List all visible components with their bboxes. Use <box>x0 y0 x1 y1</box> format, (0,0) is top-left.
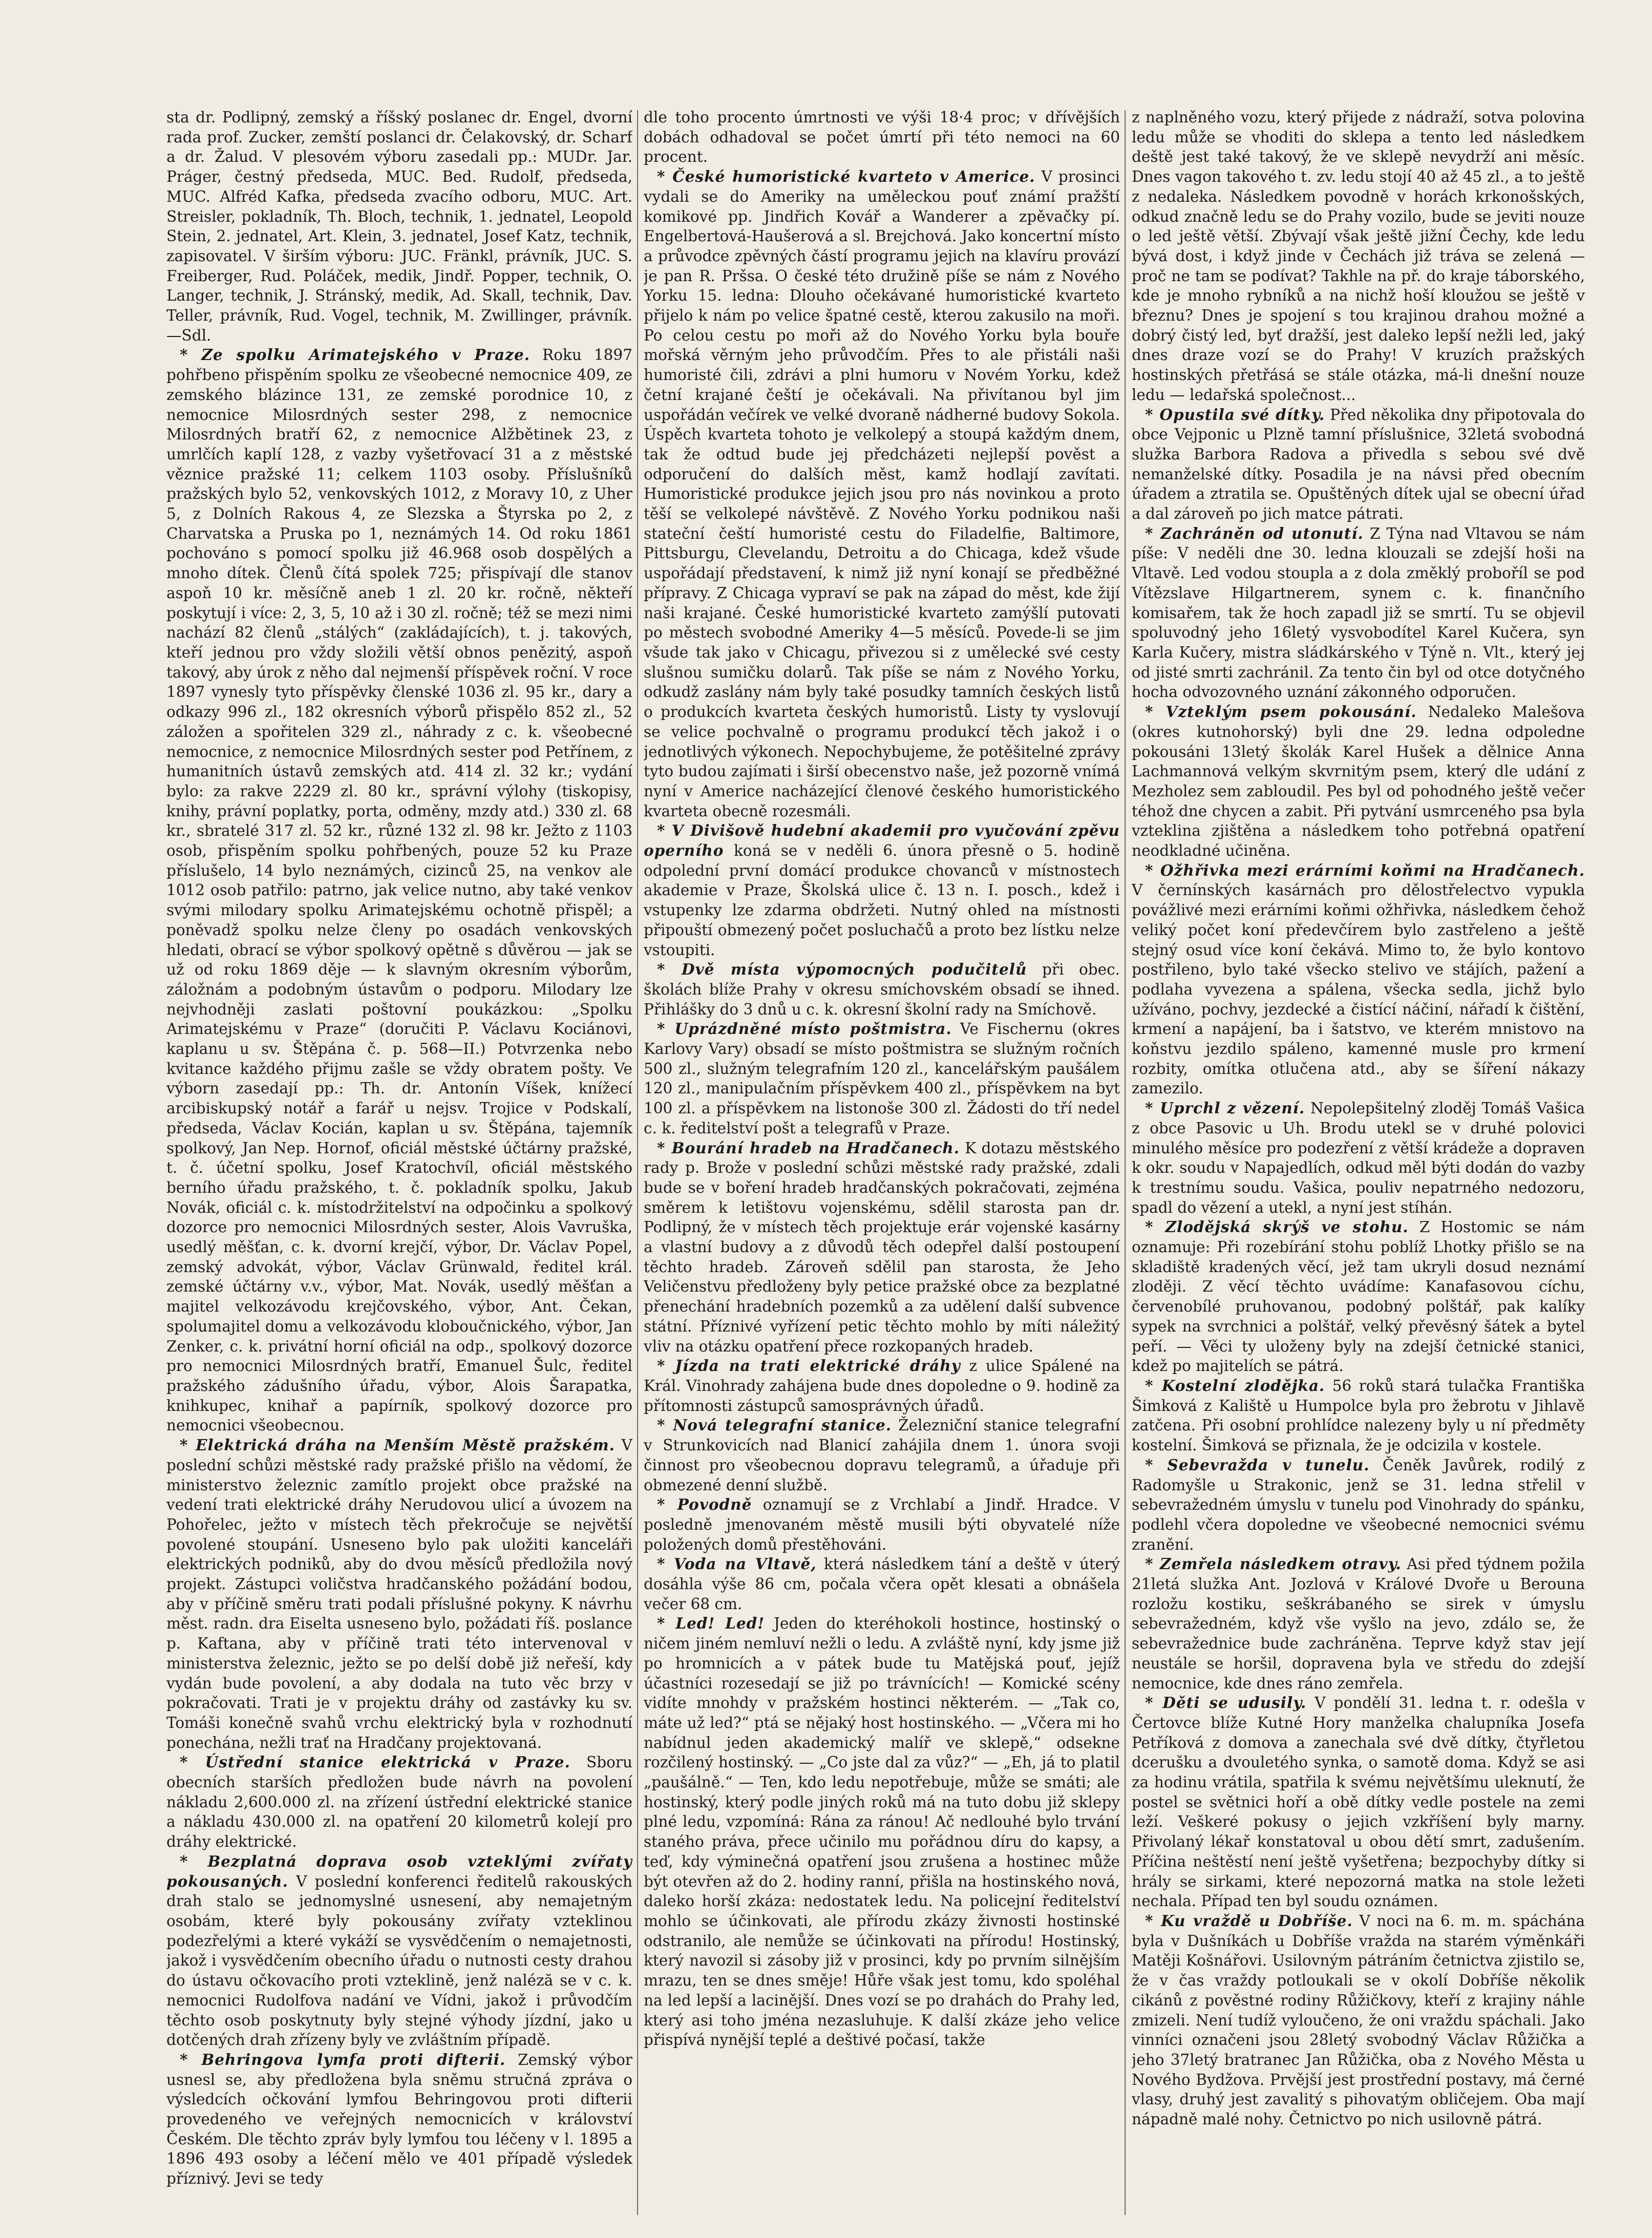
article-headline: * Zemřela následkem otravy. <box>1145 1555 1402 1573</box>
article-text: V prosinci vydali se do Ameriky na uměleckou pouť známí pražští komikové pp. Jindřich Kovář a Wanderer a zpěvačky pí. Engelbertová-Haušerová a sl. Brejchová. Jako koncertní místo a průvodce zpěvných částí programu jejich na klavíru provází je pan R. Pršsa. O české této družině píše se nám z Nového Yorku 15. ledna: Dlouho očekávané humoristické kvarteto přijelo k nám po velice špatné cestě, kterou zakusilo na moři. Po celou cestu po moři až do Nového Yorku byla bouře mořská věrným jeho průvodčím. Přes to ale přistáli naši humoristé čili, zdrávi a plni humoru v Novém Yorku, kdež četní krajané čeští je očekávali. Na přivítanou byl jim uspořádán večírek ve velké dvoraně nádherné budovy Sokola. Úspěch kvarteta tohoto je velkolepý a stoupá každým dnem, tak že odtud bude jej předcházeti nejlepší pověst a odporučení do dalších měst, kamž hodlají zavítati. Humoristické produkce jejich jsou pro nás novinkou a proto těší se velkolepé návštěvě. Z Nového Yorku podnikou naši stateční čeští humoristé cestu do Filadelfie, Baltimore, Pittsburgu, Clevelandu, Detroitu a do Chicaga, kdež všude uspořádají představení, k nimž již nyní konají se předběžné přípravy. Z Chicaga vypraví se pak na západ do měst, kde žijí naši krajané. České humoristické kvarteto zamýšlí putovati po městech svobodné Ameriky 4—5 měsíců. Povede-li se jim všude tak jako v Chicagu, přivezou si z umělecké své cesty slušnou sumičku dolarů. Tak píše se nám z Nového Yorku, odkudž zaslány nám byly také posudky tamních českých listů o produkcích kvarteta českých humoristů. Listy ty vyslovují se velice pochvalně o programu produkcí těch jakož i o jednotlivých výkonech. Nepochybujeme, že potěšitelné zprávy tyto budou zajímati i širší obecenstvo naše, jež pozorně vnímá nyní v Americe nacházející členové českého humoristického kvarteta obecně rozesmáli. <box>644 168 1120 820</box>
article-text: V pondělí 31. ledna t. r. odešla v Čertovce blíže Kutné Hory manželka chalupníka Josefa Petříková z domova a zanechala své dvě dítky, čtyřletou dcerušku a dvouletého synka, o samotě doma. Když se asi za hodinu vrátila, spatřila k svému největšímu uleknutí, že postel se světnici hoří a obě dítky vedle postele na zemi leží. Veškeré pokusy o jejich vzkříšení byly marny. Přivolaný lékař konstatoval u obou dětí smrt, zadušením. Příčina neštěstí není ještě vyšetřena; bezpochyby dítky si hrály se sirkami, které nepozorná matka na stole ležeti nechala. Případ ten byl soudu oznámen. <box>1132 1694 1585 1910</box>
article-headline: * Dvě místa výpomocných podučitelů <box>657 960 1027 979</box>
article-headline: * Voda na Vltavě, <box>657 1555 817 1573</box>
article-paragraph <box>166 1852 632 2050</box>
article-paragraph <box>644 1614 1120 2050</box>
article-headline: * Ku vraždě u Dobříše. <box>1145 1911 1353 1930</box>
article-paragraph <box>1132 108 1585 405</box>
article-headline: * Zlodějská skrýš ve stohu. <box>1145 1218 1409 1236</box>
article-headline: * Zachráněn od utonutí. <box>1145 524 1364 542</box>
article-headline: * Bezplatná doprava osob vzteklými zvířaty pokousaných. <box>166 1852 632 1890</box>
article-text: V poslední konferenci ředitelů rakouských drah stalo se jednomyslné usnesení, aby nemajetným osobám, které byly pokousány zvířaty vzteklinou podezřelými a které vykáží se vysvědčením o nemajetnosti, jakož i vysvědčením obecního úřadu o nutnosti cesty drahou do ústavu očkovacího proti vzteklině, jenž naléză se v c. k. nemocnici Rudolfova nadání ve Vídni, jakož i průvodčím těchto osob poskytnuty byly stejné výhody jízdní, jako u dotčených drah zřízeny byly ve zvláštním případě. <box>166 1872 632 2049</box>
article-paragraph <box>1132 702 1585 861</box>
article-paragraph <box>644 1416 1120 1495</box>
article-paragraph <box>1132 405 1585 524</box>
article-text: Před několika dny připotovala do obce Vejponic u Plzně tamní příslušnice, 32letá svobodná služka Barbora Radova a přivedla s sebou své dvě nemanželské dítky. Posadila je na návsi před obecním úřadem a ztratila se. Opuštěných dítek ujal se obecní úřad a dal zároveň po jich matce pátrati. <box>1132 406 1585 523</box>
article-headline: * Behringova lymfa proti difterii. <box>180 2050 506 2068</box>
article-headline: * Bourání hradeb na Hradčanech. <box>657 1138 960 1157</box>
article-headline: * Ožhřivka mezi erárními koňmi na Hradčanech. <box>1145 861 1585 879</box>
article-headline: * Uprchl z vězení. <box>1145 1099 1305 1117</box>
article-text: koná se v neděli 6. února přesně o 5. hodině odpolední první domácí produkce chovanců v místnostech akademie v Praze, Školská ulice č. 13 n. I. posch., kdež i vstupenky lze zdarma obdržeti. Nutný ohled na místnosti připouští obmezený počet posluchačů a proto bez lístku nelze vstoupiti. <box>644 842 1120 959</box>
article-paragraph <box>644 821 1120 960</box>
article-text: Roku 1897 pohřbeno přispěním spolku ze všeobecné nemocnice 409, ze zemského blázince 131, ze zemské porodnice 10, z nemocnice Milosrdných sester 298, z nemocnice Milosrdných bratří 62, z nemocnice Alžbětinek 23, z umrlčích kaplí 128, z vazby vyšetřovací 31 a z městské věznice pražské 11; celkem 1103 osoby. Příslušníků pražských bylo 52, venkovských 1012, z Moravy 10, z Uher 5, z Dolních Rakous 4, ze Slezska a Štyrska po 2, z Charvatska a Pruska po 1, neznámých 14. Od roku 1861 pochováno s pomocí spolku již 46.968 osob dospělých a mnoho dítek. Členů čítá spolek 725; přispívají dle stanov aspoň 10 kr. měsíčně aneb 1 zl. 20 kr. ročně, někteří poskytují i více: 2, 3, 5, 10 až i 30 zl. ročně; též se mezi nimi nachází 82 členů „stálých“ (zakládajících), t. j. takových, kteří jednou pro vždy složili větší obnos penězitý, aspoň takový, aby úrok z něho dal nejmenší příspěvek roční. V roce 1897 vynesly tyto příspěvky členské 1036 zl. 95 kr., dary a odkazy 996 zl., 182 okresních výborů přispělo 852 zl., 52 záložen a spořitelen 329 zl., náhrady z c. k. všeobecné nemocnice, z nemocnice Milosrdných sester pod Petřínem, z humanitních ústavů zemských atd. 414 zl. 32 kr.; vydání bylo: za rakve 2229 zl. 80 kr., správní výlohy (tiskopisy, knihy, právní poplatky, porta, odměny, mzdy atd.) 330 zl. 68 kr., sbratelé 317 zl. 52 kr., různé 132 zl. 98 kr. Ježto z 1103 osob, přispěním spolku pohřbených, pouze 52 ku Praze příslušelo, 14 bylo neznámých, cizinců 25, na venkov ale 1012 osob patřilo: patrno, jak velice nutno, aby také venkov svými milodary spolku Arimatejskému ochotně přispěl; a poněvadž spolku nelze členy po osadách venkovských hledati, obrací se výbor spolkový opětně s důvěrou — jak se už od roku 1869 děje — k slavným okresním výborům, záložnám a podobným ústavům o podporu. Milodary lze nejvhodněji zaslati poštovní poukázkou: „Spolku Arimatejskému v Praze“ (doručiti P. Václavu Kociánovi, kaplanu u sv. Štěpána č. p. 568—II.) Potvrzenka nebo kvitance každého přijmu zašle se vždy obratem pošty. Ve výborn zasedají pp.: Th. dr. Antonín Víšek, knížecí arcibiskupský notář a farář u nejsv. Trojice v Podskalí, předseda, Václav Kocián, kaplan u sv. Štěpána, tajemník spolkový, Jan Nep. Hornof, oficiál městské účtárny pražské, t. č. účetní spolku, Josef Kratochvíl, oficiál městského berního úřadu pražského, t. č. pokladník spolku, Jakub Novák, oficiál c. k. místodržitelství na odpočinku a spolkový dozorce pro nemocnici Milosrdných sester, Alois Vavruška, usedlý měšťan, c. k. dvorní krejčí, výbor, Dr. Václav Popel, zemský advokát, výbor, Václav Grünwald, ředitel král. zemské účtárny v.v., výbor, Mat. Novák, usedlý měšťan a majitel velkozávodu krejčovského, výbor, Ant. Čekan, spolumajitel domu a velkozávodu kloboučnického, výbor, Jan Zenker, c. k. privátní horní oficiál na odp., spolkový dozorce pro nemocnici Milosrdných bratří, Emanuel Šulc, ředitel pražského zádušního úřadu, výbor, Alois Šarapatka, knihkupec, knihař a papírník, spolkový dozorce pro nemocnici všeobecnou. <box>166 346 632 1434</box>
article-headline: * Sebevražda v tunelu. <box>1145 1455 1370 1474</box>
article-headline: * Ústřední stanice elektrická v Praze. <box>180 1753 570 1771</box>
article-paragraph <box>1132 861 1585 1099</box>
article-headline: * Led! Led! <box>657 1614 765 1633</box>
article-headline: * Nová telegrafní stanice. <box>657 1416 892 1434</box>
article-text: V noci na 6. m. m. spáchána byla v Dušníkách u Dobříše vražda na starém výměnkáři Matěji Košnářovi. Usilovným pátráním četnictva zjistilo se, že v čas vraždy potloukali se v okolí Dobříše několik cikánů z pověstné rodiny Růžičkovy, kteří z krajiny náhle zmizeli. Není tudíž vyloučeno, že oni vraždu spáchali. Jako vinníci označeni jsou 28letý svobodný Václav Růžička a jeho 37letý bratranec Jan Růžička, oba z Nového Města u Nového Bydžova. Prvější jest prostřední postavy, má černé vlasy, druhý jest zavalitý s pihovatým obličejem. Oba mají nápadně malé nohy. Četnictvo po nich usilovně pátrá. <box>1132 1912 1585 2128</box>
article-headline: * České humoristické kvarteto v Americe. <box>657 167 1035 186</box>
article-text: Ve Fischernu (okres Karlovy Vary) obsadí se místo poštmistra se služným ročních 500 zl., služným telegrafním 120 zl., kancelářským paušálem 120 zl., manipulačním příspěvkem 400 zl., příspěvkem na byt 100 zl. a příspěvkem na listonoše 300 zl. Žádosti do tří nedel c. k. ředitelství pošt a telegrafů v Praze. <box>644 1020 1120 1137</box>
article-paragraph <box>166 108 632 345</box>
article-text: oznamují se z Vrchlabí a Jindř. Hradce. V posledně jmenovaném městě musili býti obyvatelé níže položených domů přestěhováni. <box>644 1496 1120 1553</box>
article-paragraph <box>1132 524 1585 702</box>
article-text: Jeden do kteréhokoli hostince, hostinský o ničem jiném nemluví nežli o ledu. A zvláště nyní, kdy jsme již po hromnicích a v pátek bude tu Matějská pouť, jejíž účastníci rozesedají se již po trávnících! — Komické scény vidíte mnohdy v pražském hostinci některém. — „Tak co, máte už led?“ ptá se nějaký host hostinského. — „Včera mi ho nabídnul jeden akademický malíř ve sklepě,“ odsekne rozčilený hostinský. — „Co jste dal za vůz?“ — „Eh, já to platil „paušálně.“ — Ten, kdo ledu nepotřebuje, může se smáti; ale hostinský, který podle jiných roků má na tuto dobu již sklepy plné ledu, vzpomíná: Rána za ránou! Ač nedlouhé bylo trvání staného práva, přece učinilo mu pořádnou díru do kapsy, a teď, kdy výminečná opatření jsou zrušena a hostinec může být otevřen až do 2. hodiny ranní, přišla na hostinského nová, daleko horší zkáza: nedostatek ledu. Na policejní ředitelství mohlo se účinkovati, ale přírodu zkázy živnosti hostinské odstranilo, ale nemůže se účinkovati na přírodu! Hostinský, který navozil si zásoby již v prosinci, kdy po prvním silnějším mrazu, ten se dnes směje! Hůře však jest tomu, kdo spoléhal na led lepší a lacinější. Dnes vozí se po drahách do Prahy led, který asi toho jména nezasluhuje. K další zkáze jeho velice přispívá nynější teplé a deštivé počasí, takže <box>644 1615 1120 2049</box>
article-paragraph <box>166 1753 632 1852</box>
article-text: 56 roků stará tulačka Františka Šimková z Kaliště u Humpolce byla pro žebrotu v Jihlavě zatčena. Při osobní prohlídce nalezeny byly u ní předměty kostelní. Šimková se přiznala, že je odcizila v kostele. <box>1132 1377 1585 1454</box>
article-headline: * Elektrická dráha na Menším Městě pražském. <box>180 1436 615 1454</box>
article-paragraph <box>644 1554 1120 1614</box>
article-paragraph <box>1132 1911 1585 2129</box>
article-headline: * Jízda na trati elektrické dráhy <box>657 1357 961 1375</box>
article-paragraph <box>644 1138 1120 1357</box>
article-paragraph <box>1132 1217 1585 1376</box>
article-headline: * Povodně <box>657 1495 752 1514</box>
article-paragraph <box>644 960 1120 1019</box>
article-text: Z Týna nad Vltavou se nám píše: V neděli dne 30. ledna klouzali se zdejší hoši na Vltavě. Led vodou stoupla a z dola změklý proboříl se pod Vítězslave Hilgartnerem, synem c. k. finančního komisařem, tak že hoch zapadl již se smrtí. Tu se objevil spoluvodný jeho 16letý vysvobodítel Karel Kučera, syn Karla Kučery, mistra sládkárského v Týně n. Vlt., který jej od jisté smrti zachránil. Za tento čin byl od otce dotyčného hocha odvozovného uznání zákonného odporučen. <box>1132 524 1585 701</box>
article-text: Z Hostomic se nám oznamuje: Při rozebírání stohu poblíž Lhotky přišlo se na skladiště kradených věcí, jež tam ukryli dosud neznámí zloději. Z věcí těchto uvádíme: Kanafasovou cíchu, červenobílé pruhovanou, podobný polštář, pak kalíky sypek na svrchnici a polštář, velký převěsný šátek a bytel peří. — Věci ty uloženy byly na zdejší četnické stanici, kdež po majitelích se pátrá. <box>1132 1218 1585 1375</box>
article-headline: * Uprázdněné místo poštmistra. <box>657 1020 952 1038</box>
article-text: Sboru obecních starších předložen bude návrh na povolení nákladu 2,600.000 zl. na zřízení ústřední elektrické stanice a nákladu 430.000 zl. na opatření 20 kilometrů kolejí pro dráhy elektrické. <box>166 1754 632 1851</box>
column-rule <box>1125 110 1126 2215</box>
article-headline: * Kostelní zlodějka. <box>1145 1377 1325 1395</box>
article-headline: * Ze spolku Arimatejského v Praze. <box>180 346 531 364</box>
article-text: K dotazu městského rady p. Brože v poslední schůzi městské rady pražské, zdali bude se v boření hradeb hradčanských pokračovati, zejména směrem k letištovu vojenskému, sdělil starosta pan dr. Podlipný, že v místech těch projektuje erár vojenské kasárny a vlastní budovy a z důvodů těch odepřel další postoupení těchto hradeb. Zároveň sdělil pan starosta, že Jeho Veličenstvu předloženy byly petice pražské obce za bezplatné přenechání hradebních pozemků a za udělení další subvence státní. Příznivé vyřízení petic těchto mohlo by míti náležitý vliv na otázku opatření přece rozkopaných hradeb. <box>644 1139 1120 1355</box>
article-paragraph <box>1132 1376 1585 1455</box>
column-3 <box>1132 108 1585 2223</box>
article-text: z ulice Spálené na Král. Vinohrady zahájena bude dnes dopoledne o 9. hodině za přítomnosti zástupců samosprávných úřadů. <box>644 1357 1120 1414</box>
article-paragraph <box>644 108 1120 167</box>
article-paragraph <box>166 1435 632 1753</box>
article-text: Nepolepšitelný zloděj Tomáš Vašica z obce Pasovic u Uh. Brodu utekl se v druhé polovici minulého měsíce pro podezření z větší krádeže a dopraven k okr. soudu v Napajedlích, odkud měl býti dodán do vazby k trestnímu soudu. Vašica, pouliv nepatrného nedozoru, spadl do vězení a utekl, a nyní jest stíhán. <box>1132 1100 1585 1216</box>
article-paragraph <box>644 1495 1120 1554</box>
article-paragraph <box>166 2050 632 2189</box>
article-text: V černínských kasárnách pro dělostřelectvo vypukla povážlivé mezi erárními koňmi ožhřivka, následkem čehož veliký počet koní předevčírem bylo zastřeleno a ještě stejný osud více koní čekává. Mimo to, že bylo kontovo postřileno, bylo také všecko stelivo ve stájích, pažení a podlaha vyvezena a spálena, všecka sedla, jichž bylo užíváno, pochvy, jezdecké a čistící náčiní, nářadí k čištění, krmení a napájení, ba i šatstvo, ve kterém mnistovo na koňstvu jezdilo spáleno, kamenné musle pro krmení rozbity, omítka otlučena atd., aby se šíření nákazy zamezilo. <box>1132 881 1585 1097</box>
article-paragraph <box>644 167 1120 821</box>
article-text: V poslední schůzi městské rady pražské přišlo na vědomí, že ministerstvo železnic zamítlo projekt obce pražské na vedení trati elektrické dráhy Nerudovou ulicí a úvozem na Pohořelec, ježto v místech těch překročuje se největší povolené stoupání. Usneseno bylo pak uložiti kanceláři elektrických podniků, aby do dvou měsíců předložila nový projekt. Zástupci voličstva hradčanského požádání bodou, aby v příčině směru trati podali příslušné pokyny. K návrhu měst. radn. dra Eiselta usneseno bylo, požádati říš. poslance p. Kaftana, aby v příčině trati této intervenoval v ministerstva železnic, ježto se po delší době již neřeší, kdy vydán bude povolení, a aby dodala na tuto věc brzy v pokračovati. Trati je v projektu dráhy od zastávky ku sv. Tomáši konečně svahů vrchu elektrický byla v rozhodnutí ponechána, nežli trať na Hradčany projektovaná. <box>166 1437 632 1751</box>
article-text: z naplněného vozu, který přijede z nádraží, sotva polovina ledu může se vhoditi do sklepa a tento led následkem deště jest také takový, že ve sklepě nevydrží ani měsíc. Dnes vagon takového t. zv. ledu stojí 40 až 45 zl., a to ještě z nedaleka. Následkem povodně v horách krkonošských, odkud značně ledu se do Prahy vozilo, bude se jeviti nouze o led ještě větší. Zbývají však ještě jižní Čechy, kde ledu bývá dost, i když jinde v Čechách již tráva se zelená — proč ne tam se podívat? Takhle na př. do kraje táborského, kde je mnoho rybníků a na nichž hoší kloužou se ještě v březnu? Dnes je spojení s tou krajinou drahou možné a dobrý čistý led, byť dražší, jest daleko lepší nežli led, jaký dnes draze vozí se do Prahy! V kruzích pražských hostinských přetřásá se stále otázka, má-li dnešní nouze ledu — ledařská společnost... <box>1132 109 1585 404</box>
column-2 <box>644 108 1120 2223</box>
article-text: Nedaleko Malešova (okres kutnohorský) byli dne 29. ledna odpoledne pokousáni 13letý školák Karel Hušek a dělnice Anna Lachmannová velkým skvrnitým psem, který dle udání z Mezholez sem zabloudil. Pes byl od pohodného ještě večer téhož dne chycen a zabit. Při pytvání usmrceného psa byla vzteklina zjištěna a následkem toho potřebná opatření neodkladné učiněna. <box>1132 703 1585 860</box>
column-rule <box>637 110 638 2215</box>
column-1 <box>166 108 632 2223</box>
article-text: Železniční stanice telegrafní v Strunkovicích nad Blanicí zahájila dnem 1. února svoji činnost pro všeobecnou dopravu telegramů, a úřaduje při obmezené denní službě. <box>644 1417 1120 1494</box>
article-text: Čeněk Javůrek, rodilý z Radomyšle u Strakonic, jenž se 31. ledna střelil v sebevražedném úmyslu v tunelu pod Vinohrady do spánku, podlehl včera dopoledne ve všeobecné nemocnici svému zranění. <box>1132 1456 1585 1553</box>
article-text: sta dr. Podlipný, zemský a říšský poslanec dr. Engel, dvorní rada prof. Zucker, zemští poslanci dr. Čelakovský, dr. Scharf a dr. Žalud. V plesovém výboru zasedali pp.: MUDr. Jar. Práger, čestný předseda, MUC. Bed. Rudolf, předseda, MUC. Alfréd Kafka, předseda zvacího odboru, MUC. Art. Streisler, pokladník, Th. Bloch, technik, 1. jednatel, Leopold Stein, 2. jednatel, Art. Klein, 3. jednatel, Josef Katz, technik, zapisovatel. V širším výboru: JUC. Fränkl, právník, JUC. S. Freiberger, Rud. Poláček, medik, Jindř. Popper, technik, O. Langer, technik, J. Stránský, medik, Ad. Skall, technik, Dav. Teller, právník, Rud. Vogel, technik, M. Zwillinger, právník. —Sdl. <box>166 109 632 344</box>
article-headline: * V Divišově hudební akademii pro vyučování zpěvu operního <box>644 821 1120 860</box>
article-text: která následkem tání a deště v úterý dosáhla výše 86 cm, počala včera opět klesati a obnášela večer 68 cm. <box>644 1555 1120 1613</box>
article-headline: * Opustila své dítky. <box>1145 405 1325 424</box>
article-paragraph <box>1132 1099 1585 1217</box>
article-paragraph <box>644 1019 1120 1138</box>
article-paragraph <box>1132 1455 1585 1555</box>
article-text: Asi před týdnem požila 21letá služka Ant. Jozlová v Králové Dvoře u Berouna rozložu kostiku, seškrábaného se sirek v úmyslu sebevražedném, když vše vyšlo na jevo, zdálo se, že sebevražednice bude zachráněna. Teprve když stav její neustále se horšil, dopravena byla ve středu do zdejší nemocnice, kde dnes ráno zemřela. <box>1132 1555 1585 1692</box>
article-paragraph <box>1132 1693 1585 1911</box>
article-headline: * Děti se udusily. <box>1145 1694 1307 1712</box>
article-paragraph <box>166 345 632 1435</box>
article-text: při obec. školách blíže Prahy v okresu smíchovském obsadí se ihned. Přihlášky do 3 dnů u c. k. okresní školní rady na Smíchově. <box>644 961 1120 1018</box>
article-paragraph <box>1132 1554 1585 1693</box>
article-paragraph <box>644 1356 1120 1416</box>
article-text: dle toho procento úmrtnosti ve výši 18·4 proc; v dřívějších dobách odhadoval se počet úmrtí při této nemoci na 60 procent. <box>644 109 1120 166</box>
article-text: Zemský výbor usnesl se, aby předložena byla sněmu stručná zpráva o výsledcích očkování lymfou Behringovou proti difterii provedeného ve veřejných nemocnicích v království Českém. Dle těchto zpráv byly lymfou tou léčeny v l. 1895 a 1896 493 osoby a léčení mělo ve 401 případě výsledek příznivý. Jevi se tedy <box>166 2051 632 2188</box>
article-headline: * Vzteklým psem pokousání. <box>1145 703 1417 721</box>
